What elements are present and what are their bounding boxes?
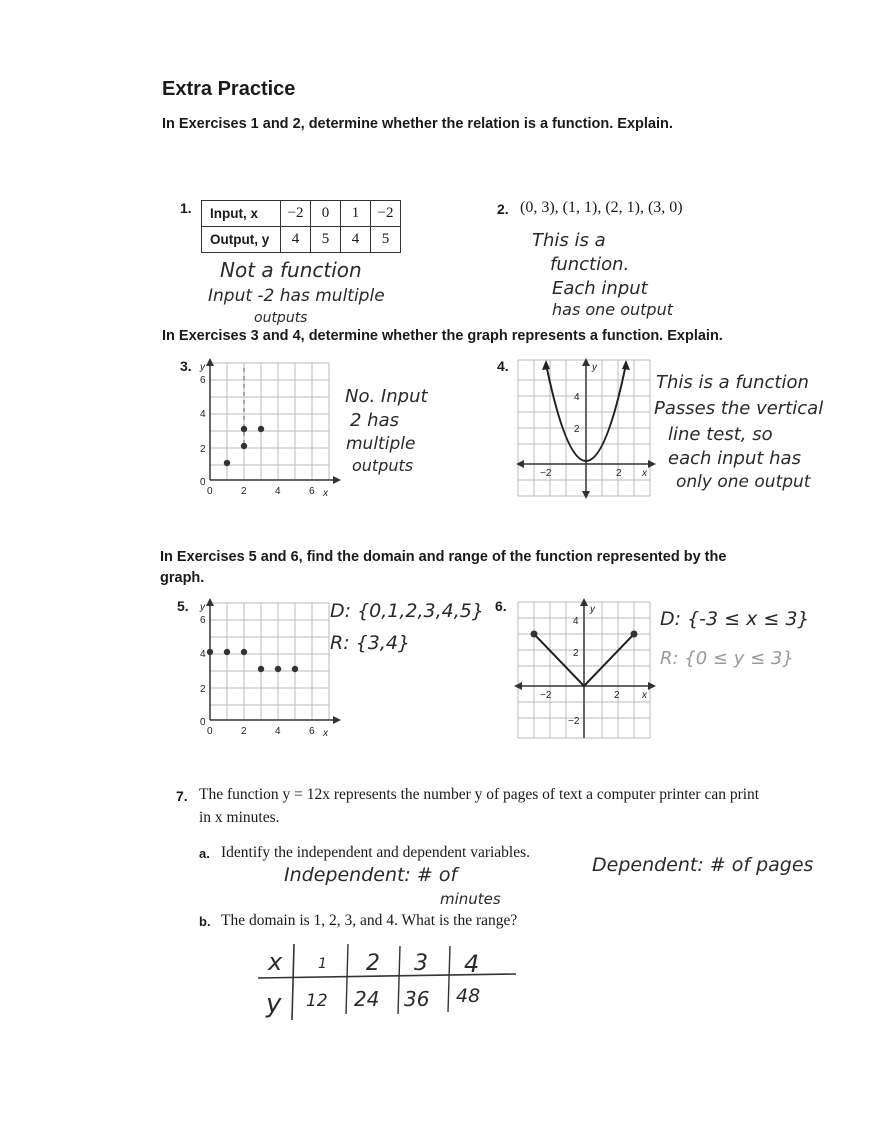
instruction-3-line1: In Exercises 5 and 6, find the domain and range of the function represented by the <box>160 549 727 565</box>
table-x-label: x <box>268 948 283 976</box>
ex3-y-tick: 2 <box>200 444 206 455</box>
ex1-answer-line1: Not a function <box>220 258 362 282</box>
ex3-x-label: x <box>323 488 328 498</box>
ex5-x-tick: 2 <box>241 726 247 737</box>
ex3-answer-line2: 2 has <box>350 410 399 431</box>
ex7b-text: The domain is 1, 2, 3, and 4. What is the range? <box>221 912 518 929</box>
ex6-y-tick: 2 <box>573 648 579 659</box>
table-x-value: 3 <box>414 951 428 976</box>
ex3-y-tick: 4 <box>200 409 206 420</box>
ex3-x-tick: 2 <box>241 486 247 497</box>
ex5-y-tick: 0 <box>200 717 206 728</box>
ex3-answer-line3: multiple <box>346 434 416 454</box>
exercise-3-number: 3. <box>180 358 192 374</box>
ex3-y-tick: 0 <box>200 477 206 488</box>
ex7a-independent-line1: Independent: # of <box>284 864 458 886</box>
output-cell: 4 <box>281 227 311 253</box>
exercise-5-number: 5. <box>177 598 189 614</box>
ex5-range: R: {3,4} <box>330 632 411 654</box>
ex6-x-tick: 2 <box>614 690 620 701</box>
ex6-domain: D: {-3 ≤ x ≤ 3} <box>660 608 810 630</box>
exercise-1-number: 1. <box>180 200 192 216</box>
ex3-x-tick: 4 <box>275 486 281 497</box>
table-x-value: 1 <box>318 956 327 972</box>
instruction-2: In Exercises 3 and 4, determine whether the graph represents a function. Explain. <box>162 328 723 344</box>
ex6-y-tick: 4 <box>573 616 579 627</box>
data-point <box>241 443 247 449</box>
ex7b-label: b. <box>199 914 211 929</box>
ex2-answer-line4: has one output <box>552 300 673 319</box>
data-point <box>275 666 281 672</box>
ex7b-handwritten-table <box>254 940 524 1026</box>
data-point <box>241 426 247 432</box>
ex4-graph <box>516 358 656 500</box>
io-table <box>201 200 401 253</box>
ex4-x-tick: 2 <box>616 468 622 479</box>
ex6-y-label: y <box>590 604 595 615</box>
table-y-label: y <box>266 989 282 1019</box>
ex3-y-label: y <box>200 362 205 373</box>
output-cell: 5 <box>311 227 341 253</box>
exercise-2-number: 2. <box>497 201 509 217</box>
ex4-answer-line5: only one output <box>676 472 811 492</box>
data-point <box>258 426 264 432</box>
ex4-x-label: x <box>642 468 647 479</box>
ex4-answer-line1: This is a function <box>656 372 809 393</box>
ex5-y-tick: 4 <box>200 649 206 660</box>
data-point <box>207 649 213 655</box>
ex4-y-tick: 4 <box>574 392 580 403</box>
ex4-y-label: y <box>592 362 597 373</box>
ex6-x-tick: −2 <box>540 690 552 701</box>
ex7-text-line2: in x minutes. <box>199 809 280 826</box>
ex5-graph <box>196 598 346 738</box>
output-cell: 4 <box>341 227 371 253</box>
ex6-graph <box>514 598 656 740</box>
table-y-value: 48 <box>456 985 481 1007</box>
table-x-value: 4 <box>464 950 480 978</box>
table-x-value: 2 <box>366 951 380 976</box>
ex5-x-label: x <box>323 728 328 738</box>
ex5-y-tick: 2 <box>200 684 206 695</box>
data-point <box>241 649 247 655</box>
ex5-y-label: y <box>200 602 205 613</box>
ex7a-dependent: Dependent: # of pages <box>592 854 814 876</box>
instruction-3-line2: graph. <box>160 570 205 586</box>
ex5-domain: D: {0,1,2,3,4,5} <box>330 600 484 622</box>
ex6-y-tick: −2 <box>568 716 580 727</box>
exercise-6-number: 6. <box>495 598 507 614</box>
ex4-y-tick: 2 <box>574 424 580 435</box>
ex7a-text: Identify the independent and dependent variables. <box>221 844 531 861</box>
input-row <box>202 201 401 227</box>
data-point <box>224 649 230 655</box>
ex2-answer-line1: This is a <box>532 230 606 251</box>
ex7a-independent-line2: minutes <box>440 890 501 908</box>
ex4-answer-line4: each input has <box>668 448 801 469</box>
ex2-answer-line3: Each input <box>552 278 648 299</box>
output-row <box>202 227 401 253</box>
input-cell: 0 <box>311 201 341 227</box>
data-point <box>224 460 230 466</box>
ex4-answer-line3: line test, so <box>668 424 773 445</box>
input-cell: −2 <box>371 201 401 227</box>
data-point <box>258 666 264 672</box>
relation-set: (0, 3), (1, 1), (2, 1), (3, 0) <box>520 199 683 216</box>
table-y-value: 36 <box>404 987 430 1011</box>
ex3-x-tick: 6 <box>309 486 315 497</box>
ex6-x-label: x <box>642 690 647 701</box>
ex7a-label: a. <box>199 846 210 861</box>
ex3-answer-line1: No. Input <box>345 386 428 407</box>
output-label: Output, y <box>202 227 281 253</box>
page-title: Extra Practice <box>162 78 296 100</box>
ex1-answer-line2: Input -2 has multiple <box>208 286 385 306</box>
ex4-x-tick: −2 <box>540 468 552 479</box>
input-cell: −2 <box>281 201 311 227</box>
ex3-graph <box>196 358 346 498</box>
ex3-y-tick: 6 <box>200 375 206 386</box>
ex3-answer-line4: outputs <box>352 456 414 475</box>
ex5-x-tick: 4 <box>275 726 281 737</box>
ex5-y-tick: 6 <box>200 615 206 626</box>
data-point <box>292 666 298 672</box>
output-cell: 5 <box>371 227 401 253</box>
exercise-7-number: 7. <box>176 788 188 804</box>
ex1-answer-line3: outputs <box>254 310 308 326</box>
ex6-range: R: {0 ≤ y ≤ 3} <box>660 648 794 669</box>
table-y-value: 12 <box>306 991 328 1011</box>
exercise-4-number: 4. <box>497 358 509 374</box>
ex5-x-tick: 6 <box>309 726 315 737</box>
ex2-answer-line2: function. <box>550 254 630 275</box>
table-y-value: 24 <box>354 987 380 1011</box>
ex4-answer-line2: Passes the vertical <box>654 398 824 419</box>
ex7-text-line1: The function y = 12x represents the number y of pages of text a computer printer can print <box>199 786 760 803</box>
ex3-x-tick: 0 <box>207 486 213 497</box>
instruction-1: In Exercises 1 and 2, determine whether the relation is a function. Explain. <box>162 116 673 132</box>
input-label: Input, x <box>202 201 281 227</box>
ex5-x-tick: 0 <box>207 726 213 737</box>
input-cell: 1 <box>341 201 371 227</box>
